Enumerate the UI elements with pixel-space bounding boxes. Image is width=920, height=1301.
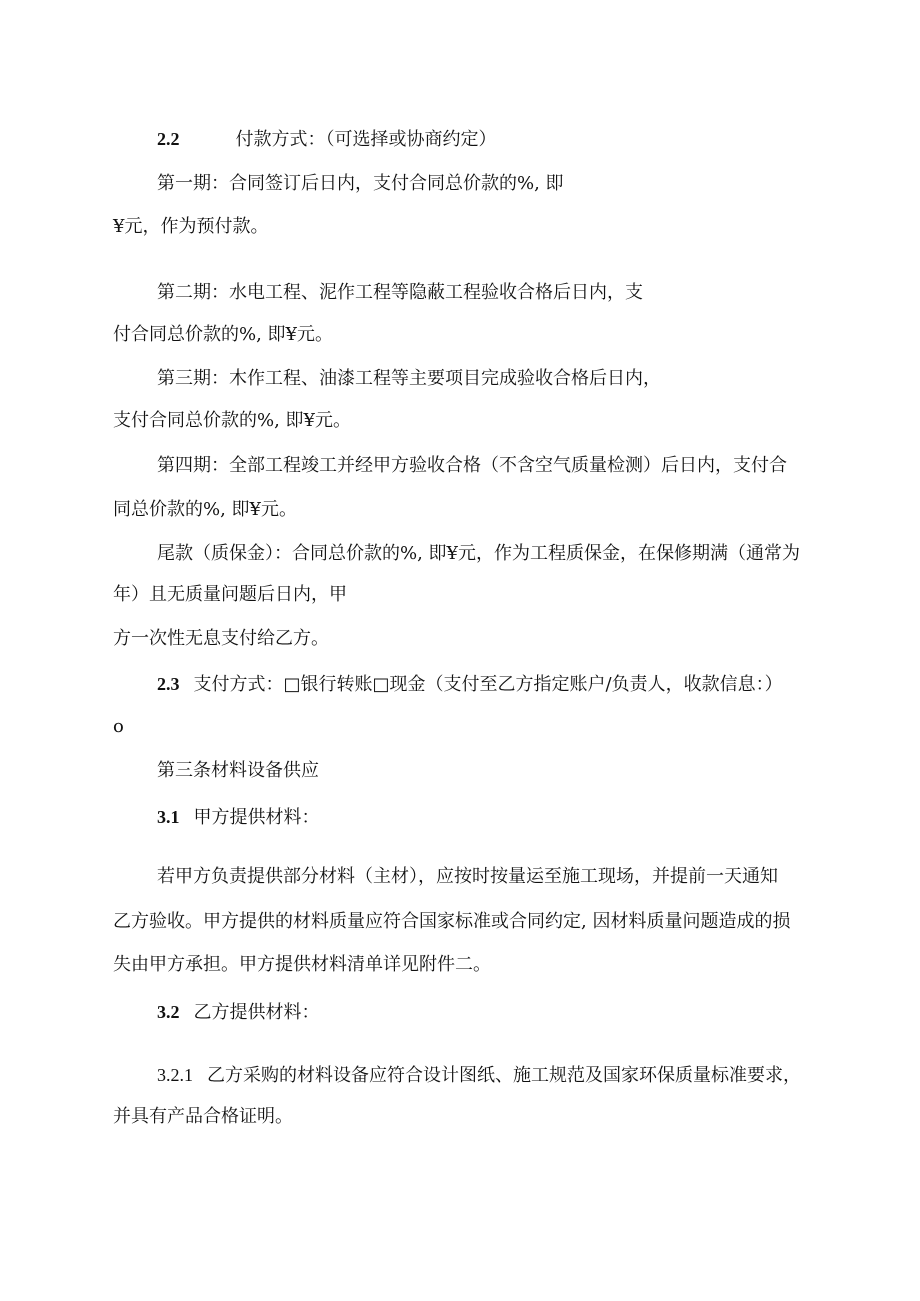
- section-3-1-heading: [157, 806, 320, 829]
- section-number: 2.3: [157, 674, 180, 694]
- section-number: 2.2: [157, 129, 180, 149]
- section-3-2-heading: [157, 1001, 320, 1024]
- paragraph-line: 若甲方负责提供部分材料（主材），应按时按量运至施工现场，并提前一天通知: [157, 866, 778, 887]
- paragraph-line: o: [113, 716, 124, 737]
- paragraph-line: 尾款（质保金）：合同总价款的%, 即¥元，作为工程质保金，在保修期满（通常为: [157, 543, 800, 564]
- section-title: 支付方式：□银行转账□现金（支付至乙方指定账户/负责人，收款信息：）: [193, 674, 783, 695]
- paragraph-line: 付合同总价款的%, 即¥元。: [113, 324, 333, 345]
- paragraph-line: 支付合同总价款的%, 即¥元。: [113, 410, 351, 431]
- section-3-2-1-heading: [157, 1064, 801, 1087]
- paragraph-line: 第四期：全部工程竣工并经甲方验收合格（不含空气质量检测）后日内，支付合: [157, 455, 787, 476]
- paragraph-line: 并具有产品合格证明。: [113, 1106, 293, 1127]
- section-title: 乙方提供材料：: [193, 1002, 320, 1023]
- section-title: 甲方提供材料：: [193, 807, 320, 828]
- article-3-title: 第三条材料设备供应: [157, 760, 319, 781]
- paragraph-line: 乙方验收。甲方提供的材料质量应符合国家标准或合同约定, 因材料质量问题造成的损: [113, 911, 791, 932]
- section-number: 3.2: [157, 1002, 180, 1022]
- section-number: 3.2.1: [157, 1065, 193, 1085]
- paragraph-line: 第三期：木作工程、油漆工程等主要项目完成验收合格后日内，: [157, 368, 661, 389]
- section-title: 付款方式：（可选择或协商约定）: [235, 129, 497, 150]
- paragraph-line: 第一期：合同签订后日内，支付合同总价款的%, 即: [157, 173, 564, 194]
- paragraph-line: 年）且无质量问题后日内，甲: [113, 584, 347, 605]
- section-title: 乙方采购的材料设备应符合设计图纸、施工规范及国家环保质量标准要求，: [207, 1065, 801, 1086]
- section-2-3-heading: [157, 673, 783, 696]
- section-number: 3.1: [157, 807, 180, 827]
- paragraph-line: 同总价款的%, 即¥元。: [113, 499, 297, 520]
- paragraph-line: ¥元，作为预付款。: [113, 216, 269, 237]
- paragraph-line: 第二期：水电工程、泥作工程等隐蔽工程验收合格后日内，支: [157, 282, 643, 303]
- section-2-2-heading: [157, 128, 497, 151]
- paragraph-line: 失由甲方承担。甲方提供材料清单详见附件二。: [113, 954, 491, 975]
- paragraph-line: 方一次性无息支付给乙方。: [113, 628, 329, 649]
